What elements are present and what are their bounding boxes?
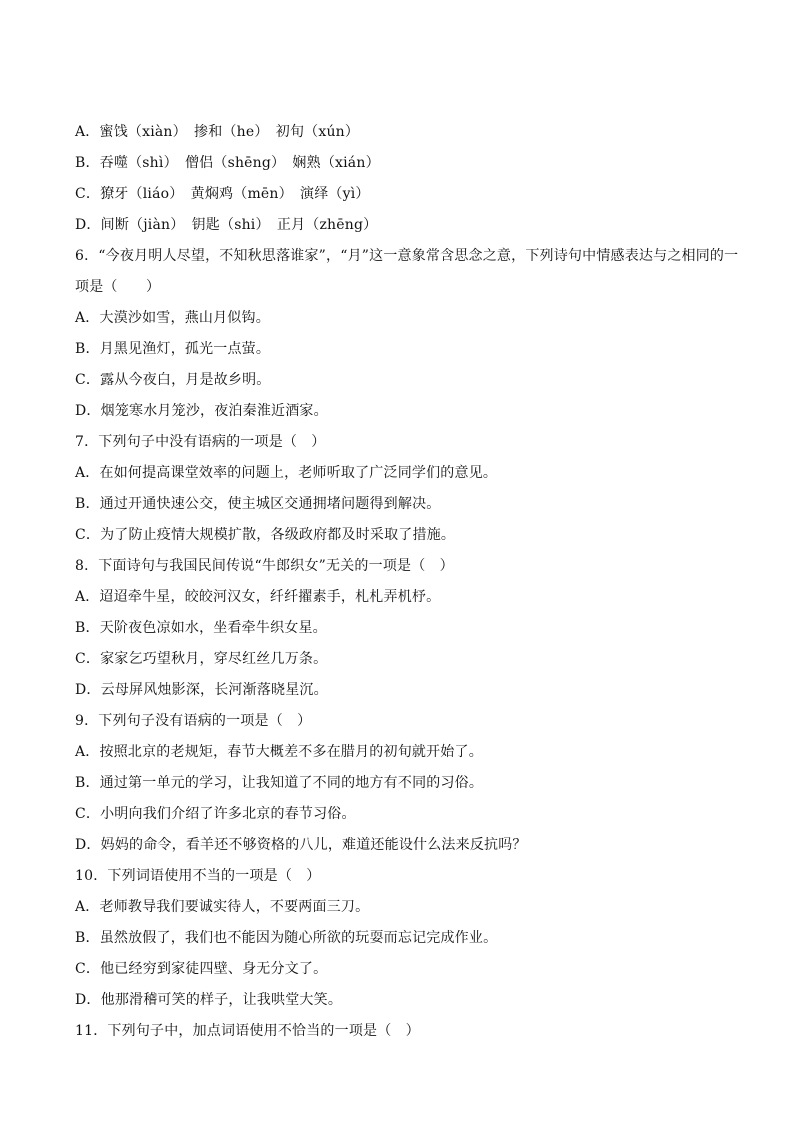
q5-option-c: C．獠牙（liáo） 黄焖鸡（mēn） 演绎（yì）: [75, 186, 370, 202]
q10-option-b: B．虽然放假了，我们也不能因为随心所欲的玩耍而忘记完成作业。: [75, 930, 498, 946]
q7-option-c: C．为了防止疫情大规模扩散，各级政府都及时采取了措施。: [75, 527, 456, 543]
q9-option-a: A．按照北京的老规矩，春节大概差不多在腊月的初旬就开始了。: [75, 744, 483, 760]
q11-stem: 11．下列句子中，加点词语使用不恰当的一项是（ ）: [75, 1023, 420, 1039]
q6-option-a: A．大漠沙如雪，燕山月似钩。: [75, 310, 270, 326]
q8-stem: 8．下面诗句与我国民间传说“牛郎织女”无关的一项是（ ）: [75, 558, 454, 574]
q10-stem: 10．下列词语使用不当的一项是（ ）: [75, 868, 321, 884]
q6-option-c: C．露从今夜白，月是故乡明。: [75, 372, 271, 388]
q7-option-a: A．在如何提高课堂效率的问题上，老师听取了广泛同学们的意见。: [75, 465, 498, 481]
q8-option-b: B．天阶夜色凉如水，坐看牵牛织女星。: [75, 620, 327, 636]
q9-option-d: D．妈妈的命令，看羊还不够资格的八儿，难道还能设什么法来反抗吗？: [75, 837, 527, 853]
q6-stem-line1: 6．“今夜月明人尽望，不知秋思落谁家”，“月”这一意象常含思念之意，下列诗句中情感表达与之相同的一: [75, 248, 739, 264]
document-page: [75, 117, 739, 1047]
q7-option-b: B．通过开通快速公交，使主城区交通拥堵问题得到解决。: [75, 496, 441, 512]
q8-option-a: A．迢迢牵牛星，皎皎河汉女，纤纤擢素手，札札弄机杼。: [75, 589, 441, 605]
q6-option-d: D．烟笼寒水月笼沙，夜泊秦淮近酒家。: [75, 403, 328, 419]
q5-option-d: D．间断（jiàn） 钥匙（shi） 正月（zhēng）: [75, 217, 378, 233]
q9-option-b: B．通过第一单元的学习，让我知道了不同的地方有不同的习俗。: [75, 775, 484, 791]
q8-option-d: D．云母屏风烛影深，长河渐落晓星沉。: [75, 682, 328, 698]
q7-stem: 7．下列句子中没有语病的一项是（ ）: [75, 434, 326, 450]
q5-option-b: B．吞噬（shì） 僧侣（shēng） 娴熟（xián）: [75, 155, 380, 171]
q6-option-b: B．月黑见渔灯，孤光一点萤。: [75, 341, 271, 357]
q5-option-a: A．蜜饯（xiàn） 掺和（he） 初旬（xún）: [75, 124, 360, 140]
q6-stem-line2: 项是（ ）: [75, 279, 161, 295]
q8-option-c: C．家家乞巧望秋月，穿尽红丝几万条。: [75, 651, 328, 667]
q9-stem: 9．下列句子没有语病的一项是（ ）: [75, 713, 312, 729]
q9-option-c: C．小明向我们介绍了许多北京的春节习俗。: [75, 806, 356, 822]
q10-option-a: A．老师教导我们要诚实待人，不要两面三刀。: [75, 899, 370, 915]
q10-option-d: D．他那滑稽可笑的样子，让我哄堂大笑。: [75, 992, 343, 1008]
q10-option-c: C．他已经穷到家徒四壁、身无分文了。: [75, 961, 328, 977]
